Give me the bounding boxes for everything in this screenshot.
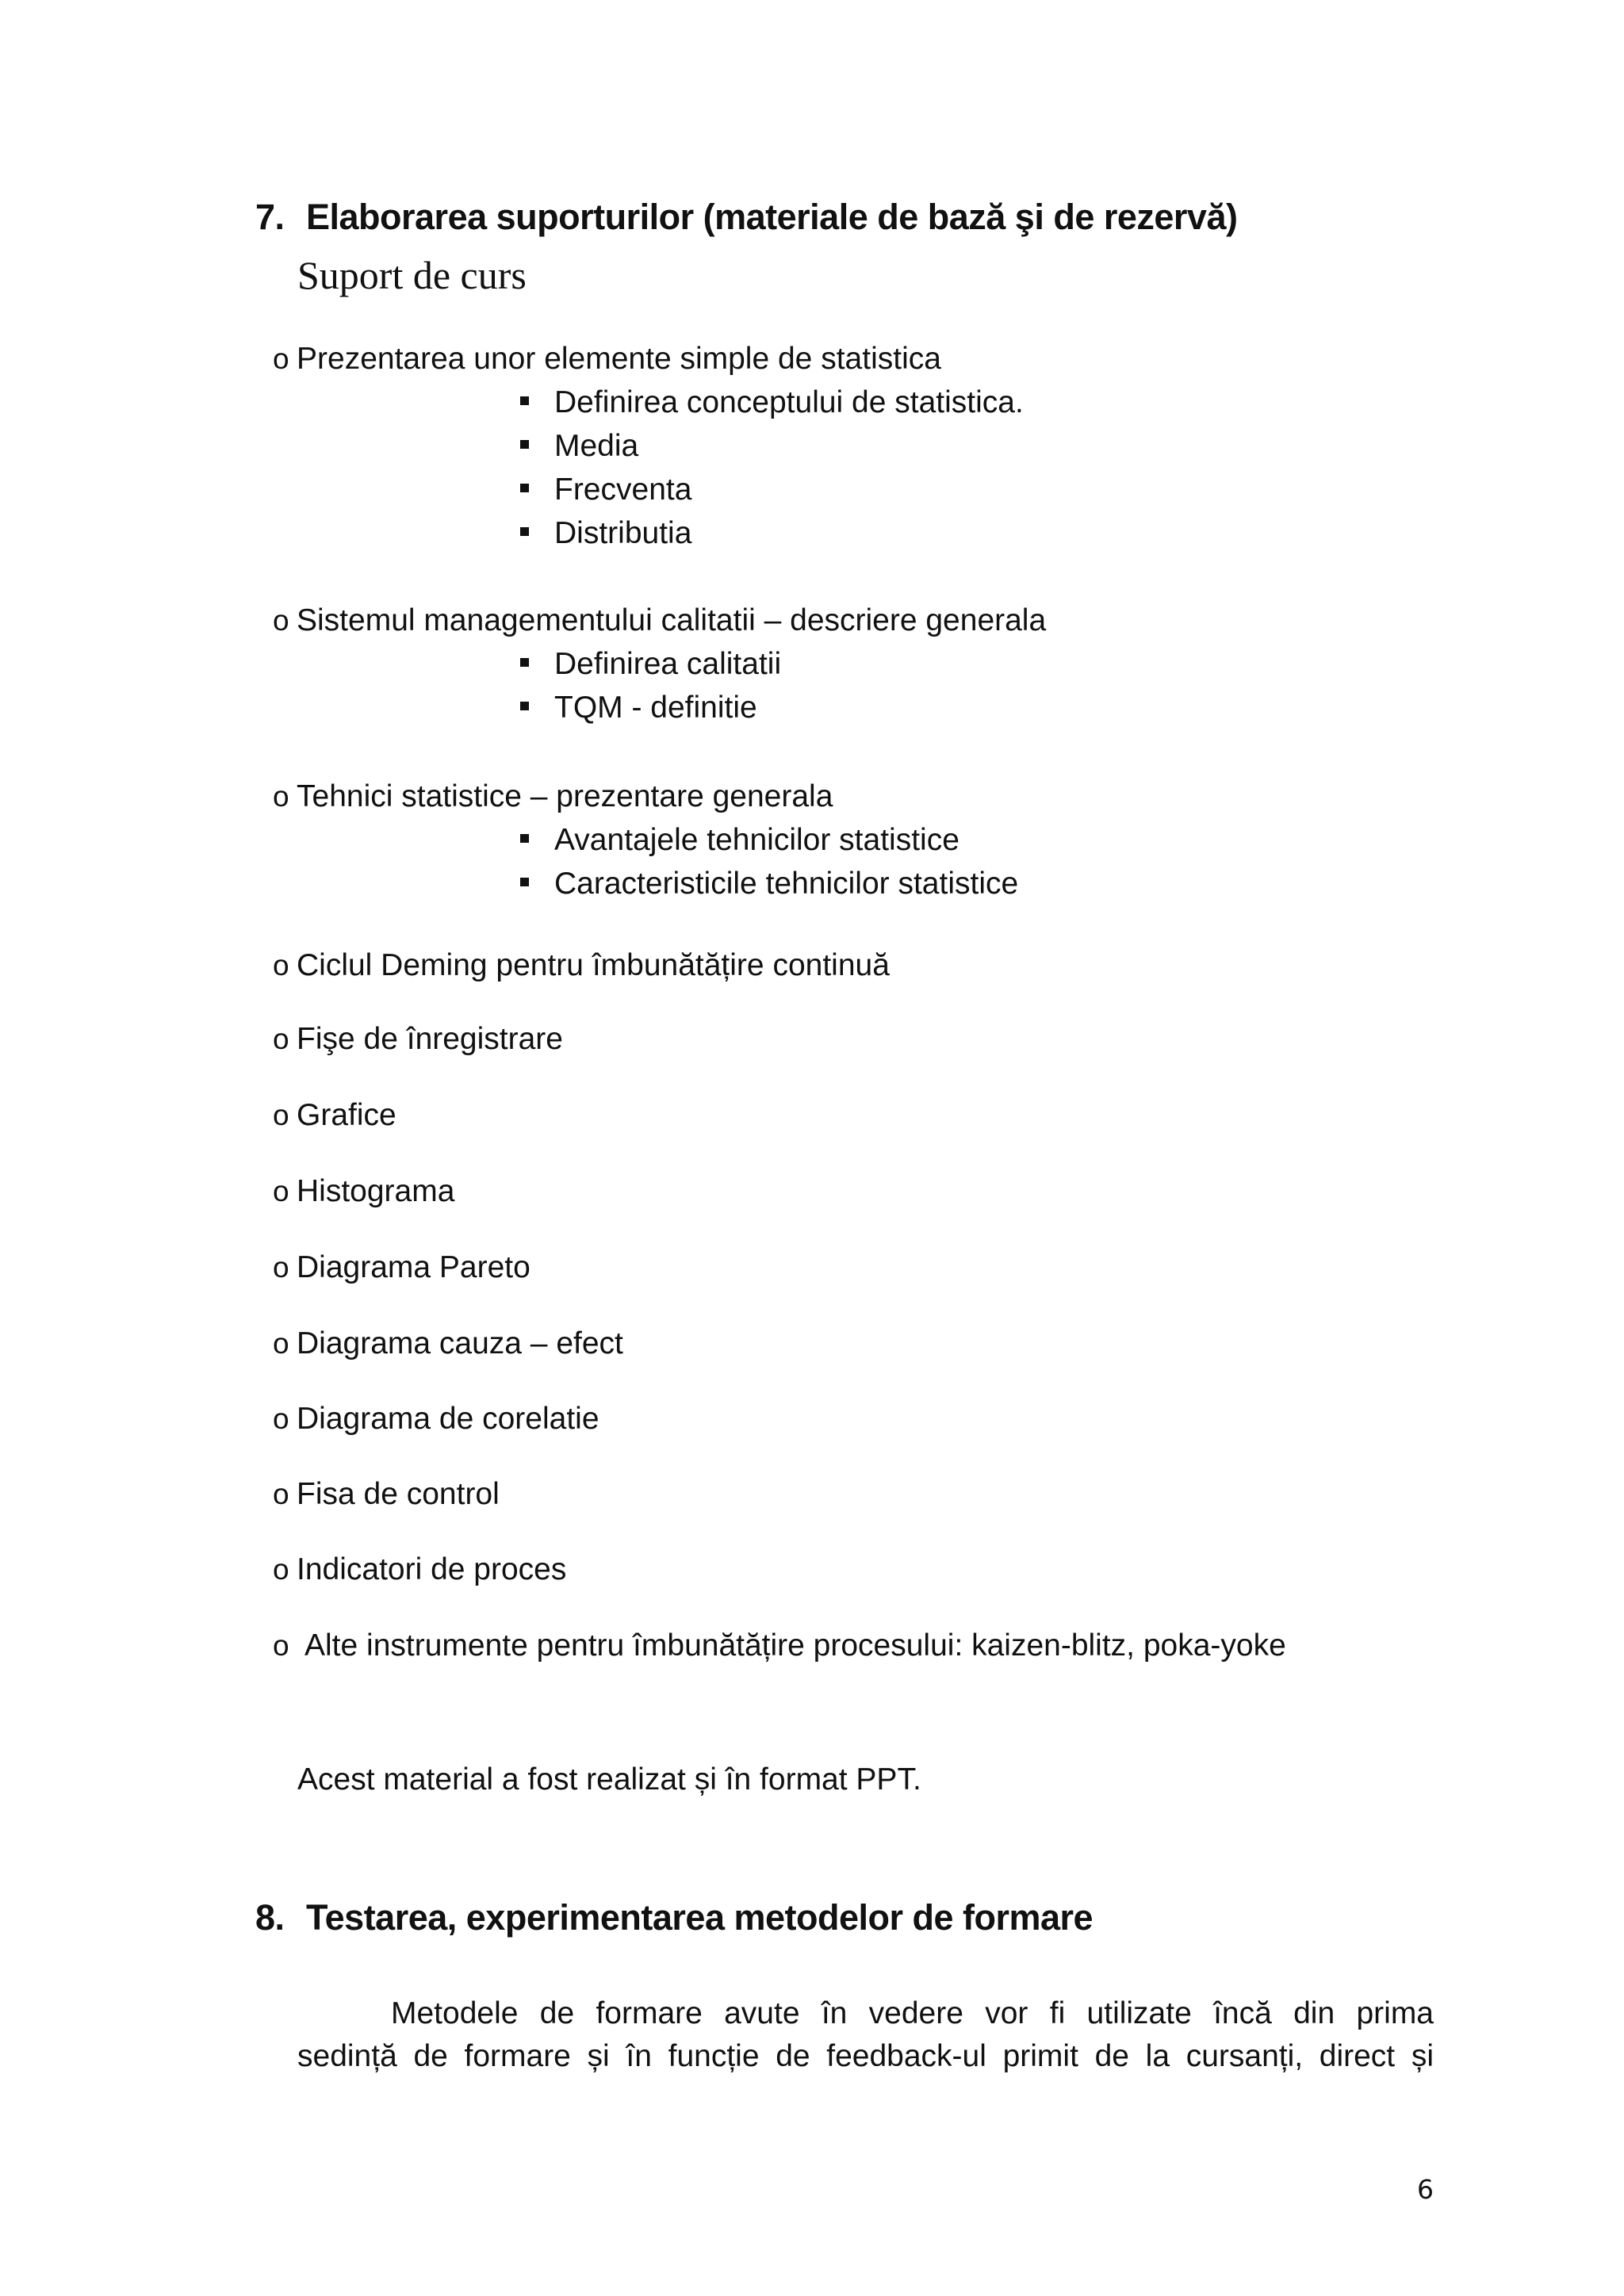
square-bullet-icon xyxy=(520,440,529,449)
list-item-text: Tehnici statistice – prezentare generala xyxy=(297,779,833,813)
square-bullet-icon xyxy=(520,396,529,405)
list-item-text: Diagrama Pareto xyxy=(297,1250,530,1284)
square-bullet-icon xyxy=(520,702,529,710)
paragraph-line: Metodele de formare avute în vedere vor fi utilizate încă din prima xyxy=(391,1996,1434,2030)
bullet-marker: o xyxy=(273,1175,289,1207)
square-bullet-icon xyxy=(520,527,529,536)
bullet-marker: o xyxy=(273,1327,289,1360)
square-bullet-icon xyxy=(520,658,529,667)
list-item-text: Prezentarea unor elemente simple de statistica xyxy=(297,342,941,376)
list-item xyxy=(273,1326,623,1361)
bullet-marker: o xyxy=(273,1099,289,1131)
section-7-title: Elaborarea suporturilor (materiale de bază şi de rezervă) xyxy=(306,197,1238,237)
section-8-number: 8. xyxy=(255,1897,285,1938)
list-item-text: Diagrama de corelatie xyxy=(297,1402,599,1436)
section-7-subtitle: Suport de curs xyxy=(297,253,527,297)
list-item xyxy=(273,603,1046,638)
sub-list-item: Avantajele tehnicilor statistice xyxy=(520,823,959,858)
list-item xyxy=(273,1402,599,1437)
list-item xyxy=(273,779,833,814)
list-item-text: Fisa de control xyxy=(297,1477,500,1511)
section-7-heading xyxy=(255,197,1237,238)
list-item-text: Indicatori de proces xyxy=(297,1552,567,1586)
sub-list-item: Definirea conceptului de statistica. xyxy=(520,385,1024,420)
bullet-marker: o xyxy=(273,1629,289,1662)
list-item-text: Ciclul Deming pentru îmbunătățire continuă xyxy=(297,948,890,982)
sub-list-item: TQM - definitie xyxy=(520,691,757,725)
sub-list-item: Distributia xyxy=(520,516,691,551)
list-item-text: Grafice xyxy=(297,1098,396,1132)
list-item-text: Histograma xyxy=(297,1174,455,1208)
section-7-number: 7. xyxy=(255,197,285,237)
square-bullet-icon xyxy=(520,484,529,492)
list-item-text: Sistemul managementului calitatii – descriere generala xyxy=(297,603,1047,637)
bullet-marker: o xyxy=(273,1023,289,1055)
sub-list-item: Definirea calitatii xyxy=(520,647,781,682)
square-bullet-icon xyxy=(520,834,529,843)
list-item xyxy=(273,1022,563,1057)
section-8-title: Testarea, experimentarea metodelor de formare xyxy=(306,1897,1094,1938)
list-item-text: Alte instrumente pentru îmbunătățire procesului: kaizen-blitz, poka-yoke xyxy=(304,1628,1286,1663)
list-item xyxy=(273,948,890,983)
bullet-marker: o xyxy=(273,1402,289,1435)
paragraph-line: sedință de formare și în funcție de feedback-ul primit de la cursanți, direct și xyxy=(297,2039,1434,2073)
section-8-heading xyxy=(255,1897,1093,1938)
list-item xyxy=(273,1628,1286,1663)
bullet-marker: o xyxy=(273,780,289,813)
section-8-paragraph xyxy=(297,1996,1434,2074)
bullet-marker: o xyxy=(273,1553,289,1586)
list-item xyxy=(273,1250,530,1285)
list-item xyxy=(273,342,941,377)
list-item-text: Diagrama cauza – efect xyxy=(297,1326,623,1360)
sub-list-item: Media xyxy=(520,429,638,464)
bullet-marker: o xyxy=(273,342,289,375)
list-item xyxy=(273,1098,396,1133)
sub-list-item: Caracteristicile tehnicilor statistice xyxy=(520,867,1018,901)
page-number: 6 xyxy=(1417,2174,1434,2205)
bullet-marker: o xyxy=(273,949,289,982)
bullet-marker: o xyxy=(273,1251,289,1284)
list-item xyxy=(273,1477,500,1512)
bullet-marker: o xyxy=(273,604,289,637)
list-item xyxy=(273,1174,454,1209)
ppt-note: Acest material a fost realizat și în format PPT. xyxy=(297,1762,921,1797)
list-item xyxy=(273,1552,566,1587)
square-bullet-icon xyxy=(520,878,529,886)
sub-list-item: Frecventa xyxy=(520,473,691,507)
bullet-marker: o xyxy=(273,1478,289,1510)
list-item-text: Fişe de înregistrare xyxy=(297,1022,563,1056)
